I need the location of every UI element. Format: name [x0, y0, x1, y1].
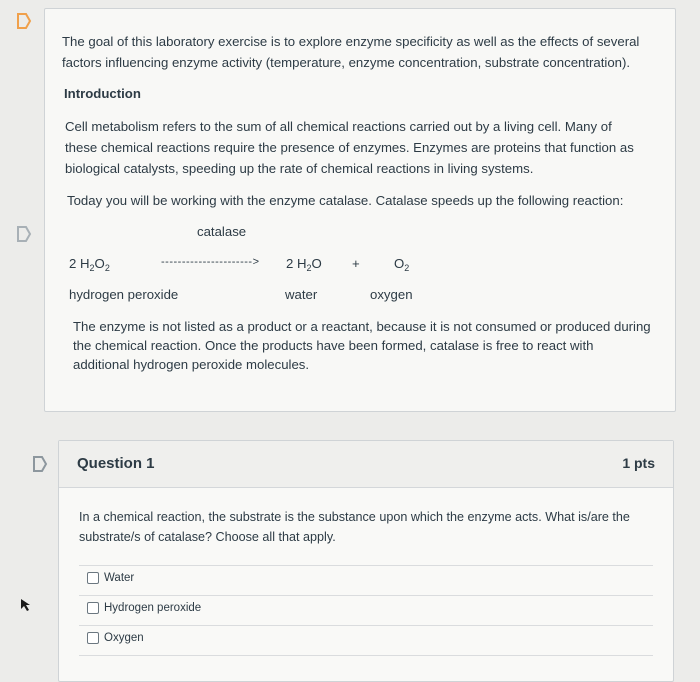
flag-icon[interactable] [16, 12, 32, 30]
answer-divider [79, 625, 653, 626]
intro-paragraph: biological catalysts, speeding up the rate of chemical reactions in living systems. [65, 161, 534, 176]
goal-text: The goal of this laboratory exercise is to explore enzyme specificity as well as the effects of several [62, 34, 640, 49]
intro-paragraph: these chemical reactions require the presence of enzymes. Enzymes are proteins that function as [65, 140, 634, 155]
enzyme-paragraph: the chemical reaction. Once the products have been formed, catalase is free to react with [73, 338, 594, 353]
reaction-arrow: ----------------------> [161, 256, 260, 268]
flag-icon[interactable] [16, 225, 32, 243]
intro-paragraph: Cell metabolism refers to the sum of all chemical reactions carried out by a living cell. Many of [65, 119, 612, 134]
answer-label: Hydrogen peroxide [104, 602, 202, 614]
question-header [59, 441, 673, 488]
product-water-formula: 2 $H_2O$ [286, 256, 322, 273]
mouse-cursor-icon [20, 598, 32, 617]
catalase-intro-text: Today you will be working with the enzyme catalase. Catalase speeds up the following reaction: [67, 193, 624, 208]
answer-checkbox[interactable] [87, 602, 99, 614]
goal-text: factors influencing enzyme activity (temperature, enzyme concentration, substrate concentration). [62, 55, 631, 70]
enzyme-paragraph: The enzyme is not listed as a product or a reactant, because it is not consumed or produced during [73, 319, 651, 334]
question-flag-icon[interactable] [32, 455, 48, 473]
question-text [79, 507, 659, 547]
product-oxygen-name: oxygen [370, 287, 413, 302]
intro-panel [44, 8, 676, 412]
introduction-heading: Introduction [64, 86, 141, 101]
question-panel [58, 440, 674, 682]
answer-checkbox[interactable] [87, 632, 99, 644]
reactant-formula: 2 $H_2O_2$ [69, 256, 110, 273]
answer-checkbox[interactable] [87, 572, 99, 584]
answer-divider [79, 655, 653, 656]
plus-sign: + [352, 256, 360, 271]
answer-label: Water [104, 572, 135, 584]
answer-water[interactable] [87, 572, 134, 584]
answer-divider [79, 565, 653, 566]
answer-label: Oxygen [104, 632, 144, 644]
question-points: 1 pts [622, 455, 655, 471]
product-water-name: water [285, 287, 318, 302]
question-title: Question 1 [77, 455, 155, 472]
question-text-line: substrate/s of catalase? Choose all that apply. [79, 530, 336, 544]
product-oxygen-formula: $O_2$ [394, 256, 410, 273]
catalyst-label: catalase [197, 224, 247, 239]
answer-divider [79, 595, 653, 596]
answer-hydrogen-peroxide[interactable] [87, 602, 201, 614]
question-text-line: In a chemical reaction, the substrate is the substance upon which the enzyme acts. What is/are the [79, 510, 630, 524]
answer-oxygen[interactable] [87, 632, 144, 644]
reactant-name: hydrogen peroxide [69, 287, 179, 302]
enzyme-paragraph: additional hydrogen peroxide molecules. [73, 357, 310, 372]
